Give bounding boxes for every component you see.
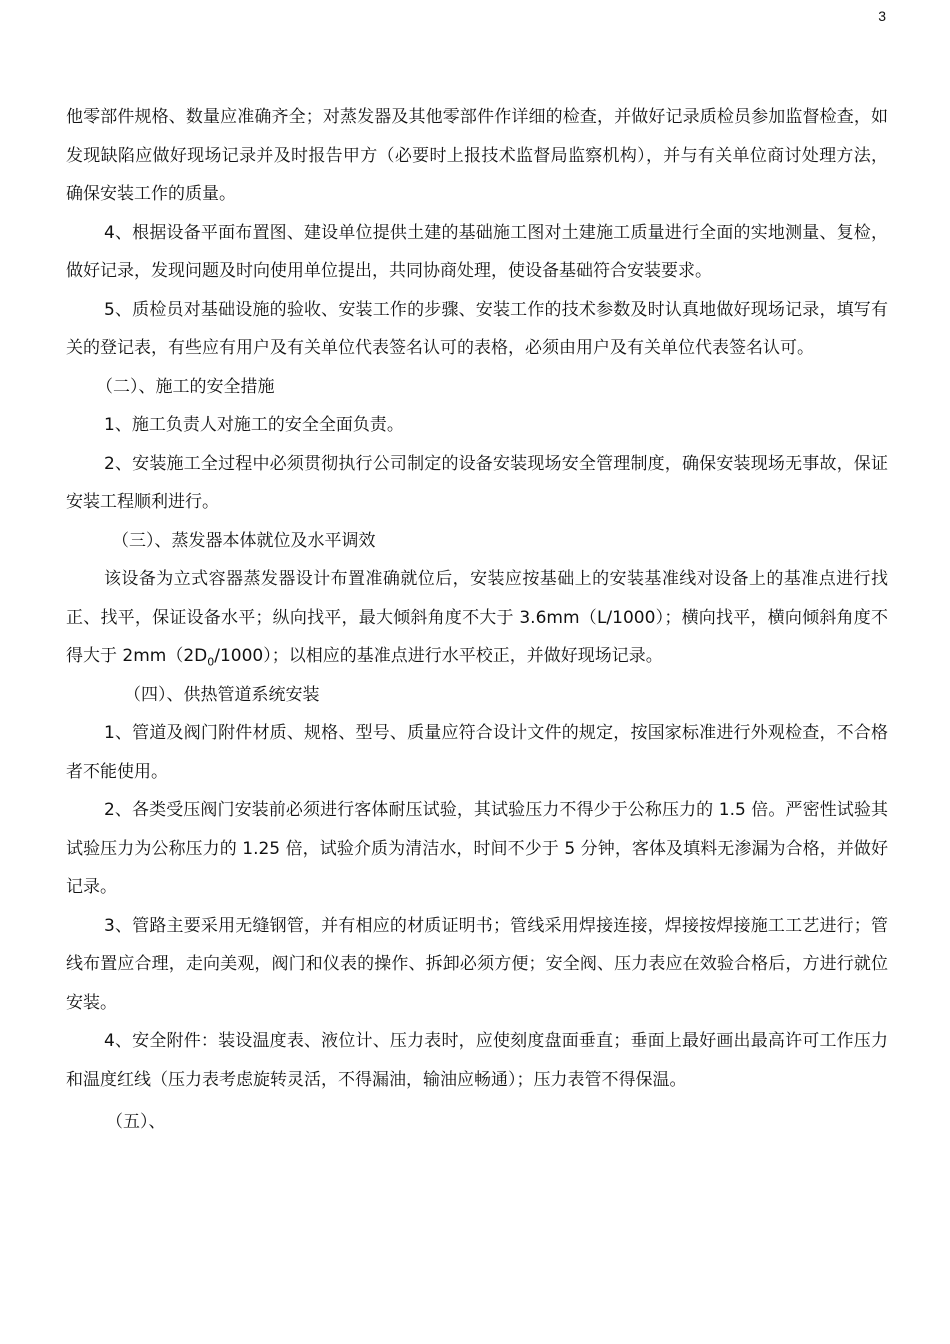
paragraph-item-5: 5、质检员对基础设施的验收、安装工作的步骤、安装工作的技术参数及时认真地做好现场记录，填写有关的登记表，有些应有用户及有关单位代表签名认可的表格，必须由用户及有关单位代表签名认可。 <box>66 299 888 358</box>
paragraph-leveling <box>66 560 888 676</box>
paragraph-pipe-4: 4、安全附件：装设温度表、液位计、压力表时，应使刻度盘面垂直；垂面上最好画出最高许可工作压力和温度红线（压力表考虑旋转灵活，不得漏油，输油应畅通）；压力表管不得保温。 <box>66 1031 888 1090</box>
paragraph-item-4: 4、根据设备平面布置图、建设单位提供土建的基础施工图对土建施工质量进行全面的实地测量、复检，做好记录，发现问题及时向使用单位提出，共同协商处理，使设备基础符合安装要求。 <box>66 222 888 281</box>
section-heading-5: （五）、 <box>106 1112 166 1132</box>
paragraph-pipe-2: 2、各类受压阀门安装前必须进行客体耐压试验，其试验压力不得少于公称压力的 1.5 倍。严密性试验其试验压力为公称压力的 1.25 倍，试验介质为清洁水，时间不少于 5 分钟，客体及填料无渗漏为合格，并做好记录。 <box>66 800 888 897</box>
section-heading-4: （四）、供热管道系统安装 <box>124 684 320 705</box>
leveling-text-b: /1000）；以相应的基准点进行水平校正，并做好现场记录。 <box>214 646 663 666</box>
leveling-text-a: 该设备为立式容器蒸发器设计布置准确就位后，安装应按基础上的安装基准线对设备上的基准点进行找正、找平，保证设备水平；纵向找平，最大倾斜角度不大于 3.6mm（L/1000）；横向找平，横向倾斜角度不得大于 2mm（2D <box>66 569 888 666</box>
page-number: 3 <box>878 8 886 24</box>
paragraph-pipe-1: 1、管道及阀门附件材质、规格、型号、质量应符合设计文件的规定，按国家标准进行外观检查，不合格者不能使用。 <box>66 723 888 782</box>
section-heading-3: （三）、蒸发器本体就位及水平调效 <box>112 530 376 551</box>
document-body <box>66 98 888 1142</box>
paragraph-safety-2: 2、安装施工全过程中必须贯彻执行公司制定的设备安装现场安全管理制度，确保安装现场无事故，保证安装工程顺利进行。 <box>66 453 888 512</box>
leveling-subscript: 0 <box>207 655 215 669</box>
paragraph-pipe-3: 3、管路主要采用无缝钢管，并有相应的材质证明书；管线采用焊接连接，焊接按焊接施工工艺进行；管线布置应合理，走向美观，阀门和仪表的操作、拆卸必须方便；安全阀、压力表应在效验合格后，方进行就位安装。 <box>66 915 888 1013</box>
section-heading-2: （二）、施工的安全措施 <box>96 376 275 397</box>
paragraph-continued: 他零部件规格、数量应准确齐全；对蒸发器及其他零部件作详细的检查，并做好记录质检员参加监督检查，如发现缺陷应做好现场记录并及时报告甲方（必要时上报技术监督局监察机构），并与有关单位商讨处理方法，确保安装工作的质量。 <box>66 107 888 204</box>
paragraph-safety-1: 1、施工负责人对施工的安全全面负责。 <box>104 415 404 435</box>
